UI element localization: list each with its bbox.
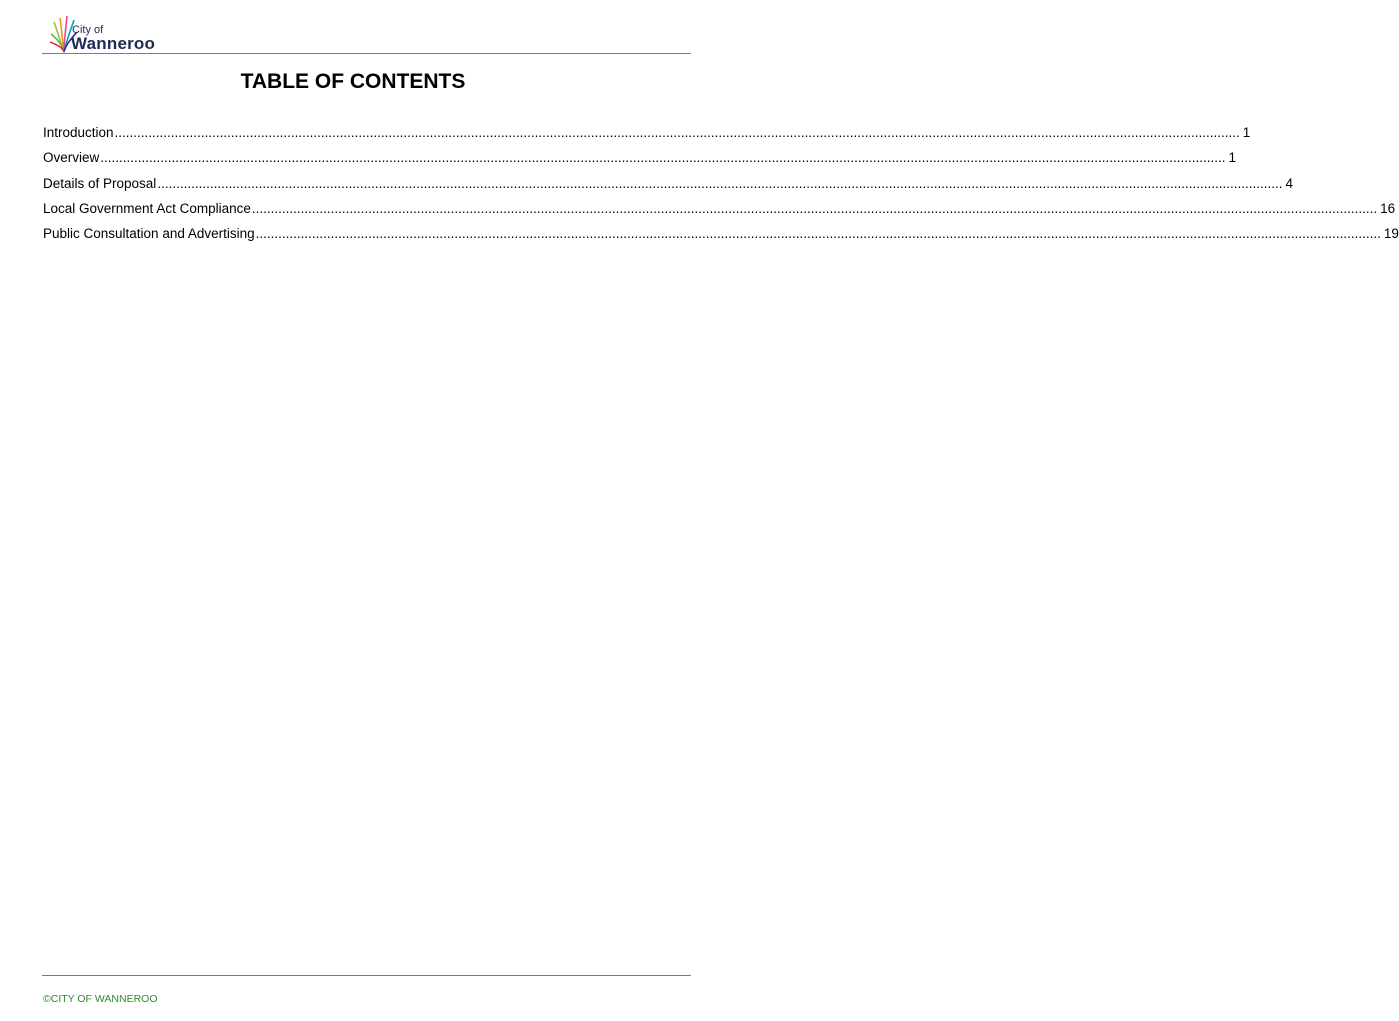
toc-dot-leader: ............................................................................................................................................................................................................................................................................................................	[255, 226, 1381, 242]
toc-entry-introduction[interactable]	[43, 125, 1251, 150]
toc-entry-page: 4	[1285, 175, 1294, 191]
toc-entry-local-government-act-compliance[interactable]	[43, 200, 1396, 226]
footer-copyright: ©CITY OF WANNEROO	[43, 993, 158, 1005]
toc-dot-leader: ............................................................................................................................................................................................................................................................................................................	[114, 125, 1240, 140]
city-of-wanneroo-logo	[50, 12, 170, 54]
page-title: TABLE OF CONTENTS	[240, 70, 466, 93]
toc-dot-leader: ............................................................................................................................................................................................................................................................................................................	[251, 200, 1378, 216]
toc-entry-page: 1	[1242, 125, 1251, 140]
toc-dot-leader: ............................................................................................................................................................................................................................................................................................................	[157, 175, 1283, 191]
toc-entry-label: Introduction	[43, 125, 114, 140]
toc-entry-label: Overview	[43, 150, 100, 166]
footer-rule	[42, 975, 691, 976]
logo-city-of-text: City of	[72, 24, 104, 36]
header-rule	[42, 53, 691, 54]
toc-entry-page: 1	[1228, 150, 1237, 166]
toc-entry-details-of-proposal[interactable]	[43, 175, 1294, 201]
toc-entry-page: 16	[1380, 200, 1396, 216]
toc-entry-label: Local Government Act Compliance	[43, 200, 251, 216]
toc-entry-page: 19	[1383, 226, 1399, 242]
toc-entry-overview[interactable]	[43, 150, 1237, 175]
table-of-contents	[43, 125, 1399, 251]
logo-wanneroo-text: Wanneroo	[71, 34, 156, 53]
toc-entry-label: Details of Proposal	[43, 175, 157, 191]
toc-entry-label: Public Consultation and Advertising	[43, 226, 255, 242]
toc-entry-public-consultation-and-advertising[interactable]	[43, 226, 1399, 251]
toc-dot-leader: ............................................................................................................................................................................................................................................................................................................	[100, 150, 1226, 166]
